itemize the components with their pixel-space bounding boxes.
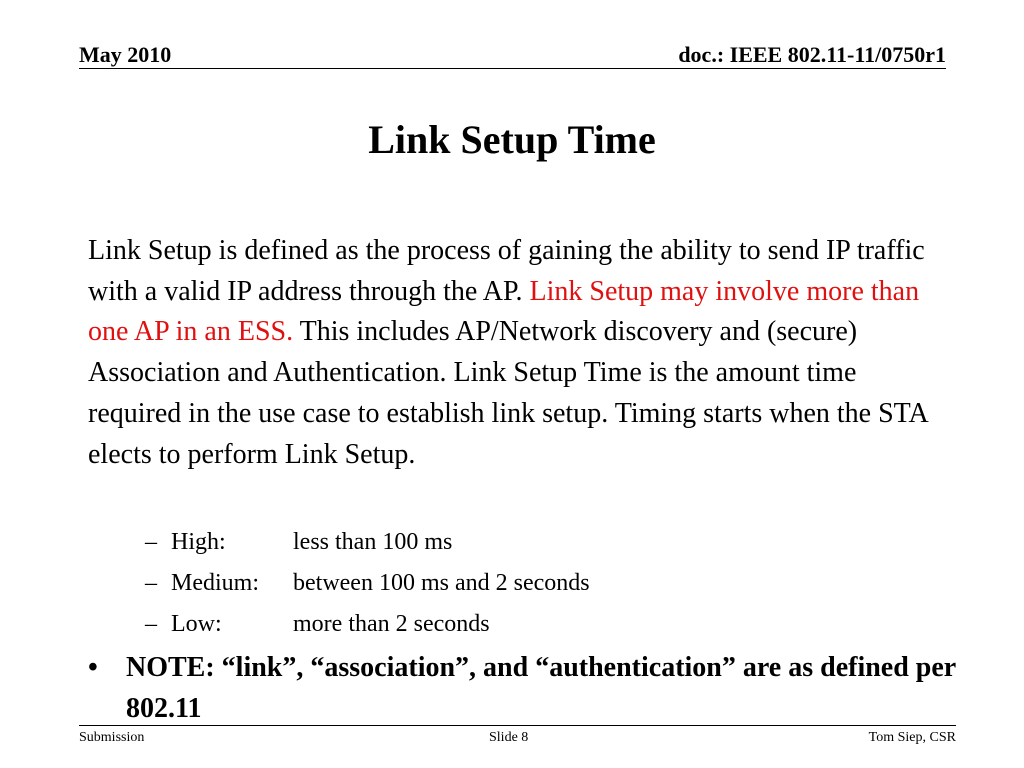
list-item <box>145 563 590 604</box>
note-text: NOTE: “link”, “association”, and “authentication” are as defined per 802.11 <box>126 652 956 724</box>
level-value: between 100 ms and 2 seconds <box>293 570 590 596</box>
slide-title: Link Setup Time <box>368 117 656 162</box>
footer-submission: Submission <box>79 730 145 745</box>
level-name: Low: <box>171 611 222 637</box>
level-value: more than 2 seconds <box>293 611 490 637</box>
timing-levels-list <box>145 522 590 645</box>
footer-divider <box>79 725 956 726</box>
list-item <box>145 604 590 645</box>
footer-author: Tom Siep, CSR <box>868 730 956 745</box>
header-divider <box>79 68 946 69</box>
body-paragraph <box>88 231 948 475</box>
list-item <box>145 522 590 563</box>
footer-slide-number: Slide 8 <box>489 730 529 745</box>
dash-bullet: – <box>145 570 157 596</box>
dash-bullet: – <box>145 611 157 637</box>
level-name: Medium: <box>171 570 259 596</box>
body-text-part-1: Link Setup is defined as the process of gaining the ability to send IP traffic with a valid IP address through the AP. <box>88 235 925 307</box>
note-bullet <box>88 647 958 729</box>
body-highlight-text: Link Setup may involve more than one AP in an ESS. <box>88 275 920 348</box>
level-name: High: <box>171 529 226 555</box>
level-value: less than 100 ms <box>293 529 453 555</box>
header-date: May 2010 <box>79 42 172 67</box>
header-doc-reference: doc.: IEEE 802.11-11/0750r1 <box>678 42 946 67</box>
dash-bullet: – <box>145 529 157 555</box>
bullet-dot: • <box>88 652 98 683</box>
body-text-part-2: This includes AP/Network discovery and (secure) Association and Authentication. Link Setup Time is the amount time required in the use case to establish link setup. Timing starts when the STA elects to perform Link Setup. <box>88 316 928 470</box>
